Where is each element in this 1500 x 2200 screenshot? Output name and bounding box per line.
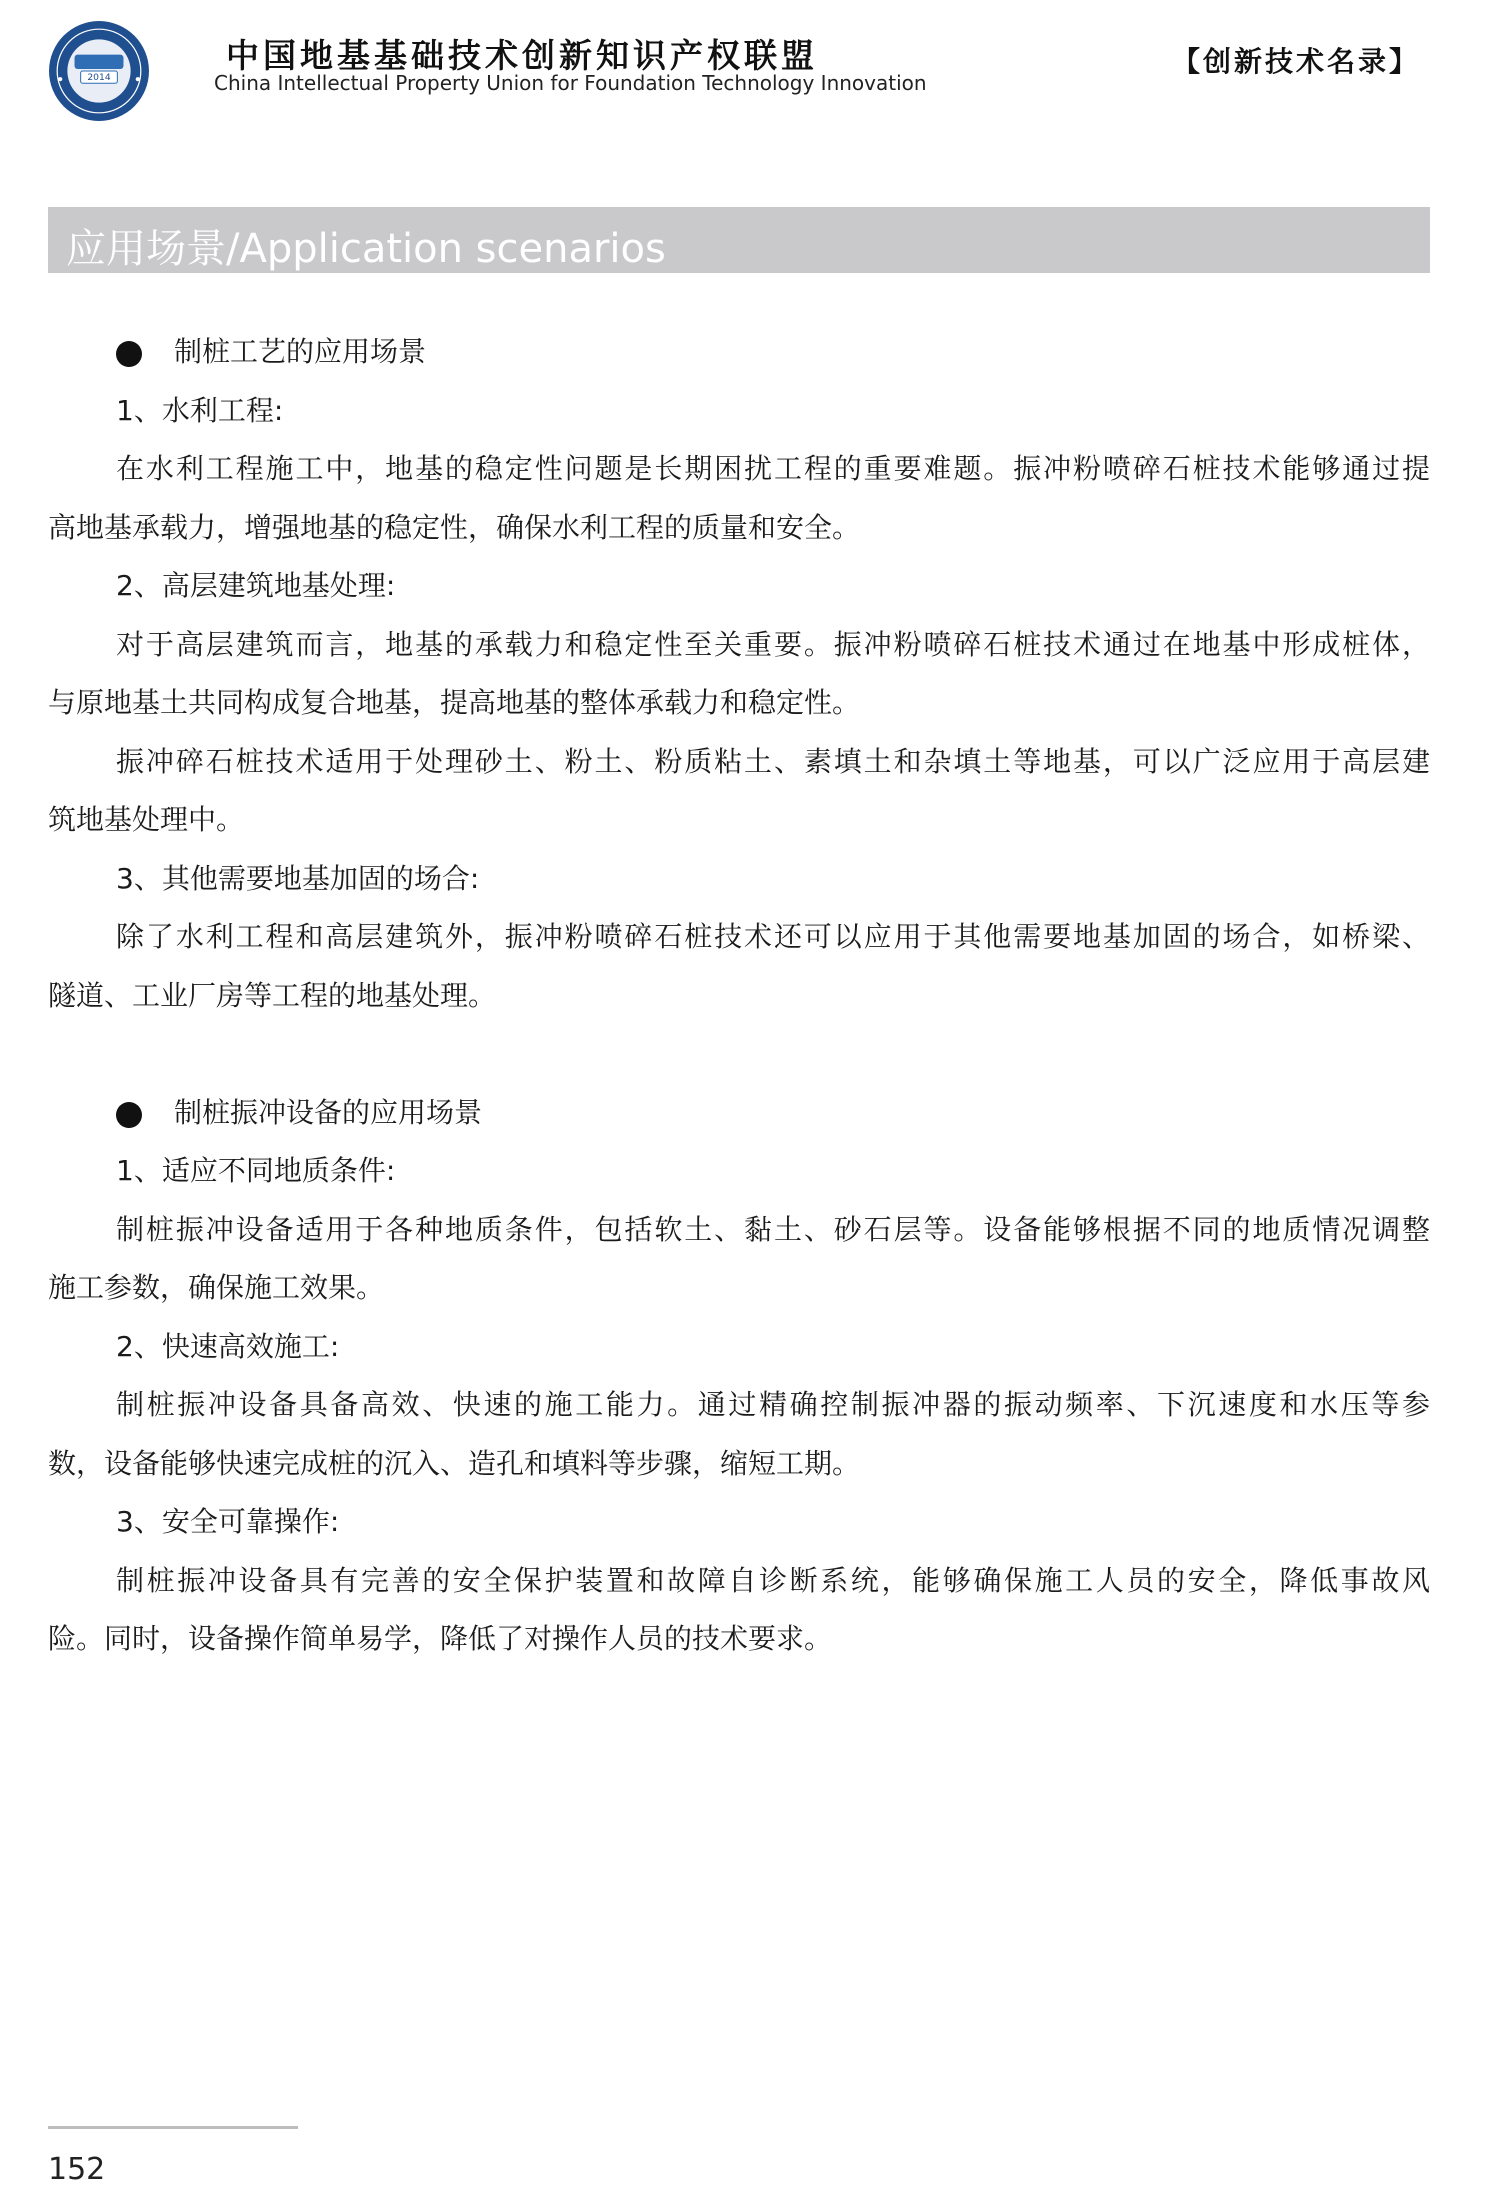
item-heading: 1、适应不同地质条件:	[116, 1154, 396, 1187]
item-heading: 1、水利工程:	[116, 393, 284, 427]
item-heading: 3、其他需要地基加固的场合:	[116, 861, 480, 895]
paragraph-line: 除了水利工程和高层建筑外，振冲粉喷碎石桩技术还可以应用于其他需要地基加固的场合，如桥梁、	[116, 920, 1430, 953]
paragraph-line: 制桩振冲设备具备高效、快速的施工能力。通过精确控制振冲器的振动频率、下沉速度和水压等参	[116, 1388, 1430, 1421]
alliance-seal-logo	[48, 20, 150, 122]
paragraph-line: 对于高层建筑而言，地基的承载力和稳定性至关重要。振冲粉喷碎石桩技术通过在地基中形成桩体，	[116, 627, 1430, 661]
item-heading: 2、快速高效施工:	[116, 1329, 340, 1363]
bullet-heading-text: 制桩振冲设备的应用场景	[174, 1095, 483, 1129]
section-banner-title: 应用场景/Application scenarios	[66, 226, 666, 272]
section-banner	[48, 207, 1430, 273]
catalog-tag: 【创新技术名录】	[1171, 45, 1420, 78]
org-title-cn: 中国地基基础技术创新知识产权联盟	[226, 36, 818, 75]
section-spacer	[48, 1025, 1430, 1084]
paragraph-line: 振冲碎石桩技术适用于处理砂土、粉土、粉质粘土、素填土和杂填土等地基，可以广泛应用于高层建	[116, 744, 1430, 778]
paragraph-line: 施工参数，确保施工效果。	[48, 1271, 385, 1304]
bullet-heading-text: 制桩工艺的应用场景	[174, 335, 427, 368]
paragraph-line: 数，设备能够快速完成桩的沉入、造孔和填料等步骤，缩短工期。	[48, 1446, 861, 1480]
document-body	[48, 323, 1430, 1669]
bullet-dot-icon	[116, 1102, 142, 1128]
paragraph-line: 制桩振冲设备具有完善的安全保护装置和故障自诊断系统，能够确保施工人员的安全，降低事故风	[116, 1563, 1430, 1597]
org-title-en: China Intellectual Property Union for Foundation Technology Innovation	[214, 71, 927, 95]
page-number: 152	[48, 2152, 106, 2187]
item-heading: 2、高层建筑地基处理:	[116, 569, 396, 602]
svg-text:2014: 2014	[87, 72, 111, 84]
footer-rule	[48, 2126, 298, 2129]
page-header	[0, 0, 1500, 120]
paragraph-line: 高地基承载力，增强地基的稳定性，确保水利工程的质量和安全。	[48, 510, 861, 544]
paragraph-line: 险。同时，设备操作简单易学，降低了对操作人员的技术要求。	[48, 1622, 833, 1655]
paragraph-line: 筑地基处理中。	[48, 803, 245, 836]
paragraph-line: 制桩振冲设备适用于各种地质条件，包括软土、黏土、砂石层等。设备能够根据不同的地质情况调整	[116, 1212, 1430, 1246]
paragraph-line: 在水利工程施工中，地基的稳定性问题是长期困扰工程的重要难题。振冲粉喷碎石桩技术能够通过提	[116, 452, 1430, 485]
bullet-heading	[48, 1084, 1430, 1143]
bullet-heading	[48, 323, 1430, 382]
item-heading: 3、安全可靠操作:	[116, 1505, 340, 1538]
paragraph-line: 隧道、工业厂房等工程的地基处理。	[48, 978, 497, 1012]
paragraph-line: 与原地基土共同构成复合地基，提高地基的整体承载力和稳定性。	[48, 686, 861, 719]
bullet-dot-icon	[116, 341, 142, 367]
